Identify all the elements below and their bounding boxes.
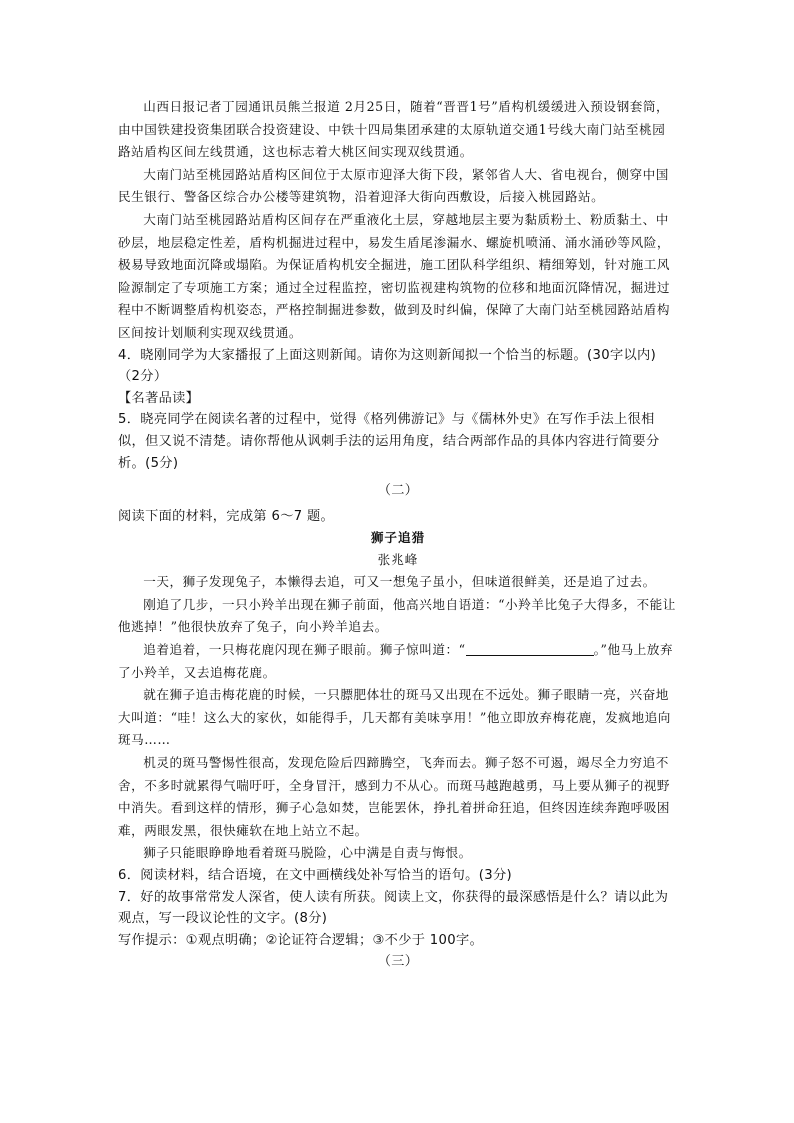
- story-paragraph-3-after: 。”他马上放弃了小羚羊，又去追梅花鹿。: [118, 642, 674, 680]
- question-7: 7．好的故事常常发人深省，使人读有所获。阅读上文，你获得的最深感悟是什么？请以此为观点，写一段议论性的文字。(8分): [118, 889, 669, 927]
- question-4-score: （2分）: [118, 369, 168, 385]
- question-5: 5．晓亮同学在阅读名著的过程中，觉得《格列佛游记》与《儒林外史》在写作手法上很相似，但又说不清楚。请你帮他从讽刺手法的运用角度，结合两部作品的具体内容进行简要分析。(5分): [118, 412, 660, 471]
- news-paragraph-3: 大南门站至桃园路站盾构区间存在严重液化土层，穿越地层主要为黏质粉土、粉质黏土、中砂层，地层稳定性差，盾构机掘进过程中，易发生盾尾渗漏水、螺旋机喷涌、涌水涌砂等风险，极易导致地面沉降或塌陷。为保证盾构机安全掘进，施工团队科学组织、精细筹划，针对施工风险源制定了专项施工方案；通过全过程监控，密切监视建构筑物的位移和地面沉降情况，掘进过程中不断调整盾构机姿态，严格控制掘进参数，做到及时纠偏，保障了大南门站至桃园路站盾构区间按计划顺利实现双线贯通。: [118, 211, 671, 340]
- question-4: 4．晓刚同学为大家播报了上面这则新闻。请你为这则新闻拟一个恰当的标题。(30字以内): [118, 347, 657, 363]
- story-title: 狮子追猎: [370, 530, 426, 546]
- news-paragraph-1: 山西日报记者丁园通讯员熊兰报道 2月25日，随着“晋晋1号”盾构机缓缓进入预设钢套筒，由中国铁建投资集团联合投资建设、中铁十四局集团承建的太原轨道交通1号线大南门站至桃园路站盾构区间左线贯通，这也标志着大桃区间实现双线贯通。: [118, 99, 670, 160]
- story-paragraph-2: 刚追了几步，一只小羚羊出现在狮子前面，他高兴地自语道：“小羚羊比兔子大得多，不能让他逃掉！”他很快放弃了兔子，向小羚羊追去。: [118, 596, 676, 635]
- story-author: 张兆峰: [377, 552, 419, 568]
- section-classic-reading: 【名著品读】: [118, 390, 200, 406]
- news-article: [118, 96, 678, 345]
- story-paragraph-3-before: 追着追着，一只梅花鹿闪现在狮子眼前。狮子惊叫道：“: [143, 642, 466, 658]
- part-2-instruction: 阅读下面的材料，完成第 6～7 题。: [118, 508, 335, 524]
- exam-page: [118, 96, 678, 973]
- story-paragraph-1: 一天，狮子发现兔子，本懒得去追，可又一想兔子虽小，但味道很鲜美，还是追了过去。: [143, 574, 656, 590]
- story-paragraph-3: [118, 639, 678, 684]
- story-paragraph-6: 狮子只能眼睁睁地看着斑马脱险，心中满是自责与悔恨。: [143, 845, 472, 861]
- part-3-heading: （三）: [377, 954, 419, 970]
- part-2-heading: （二）: [377, 483, 419, 499]
- news-paragraph-2: 大南门站至桃园路站盾构区间位于太原市迎泽大街下段，紧邻省人大、省电视台，侧穿中国民生银行、警备区综合办公楼等建筑物，沿着迎泽大街向西敷设，后接入桃园路站。: [118, 166, 669, 205]
- question-6: 6．阅读材料，结合语境，在文中画横线处补写恰当的语句。(3分): [118, 868, 512, 883]
- story-paragraph-4: 就在狮子追击梅花鹿的时候，一只膘肥体壮的斑马又出现在不远处。狮子眼睛一亮，兴奋地大叫道：“哇！这么大的家伙，如能得手，几天都有美味享用！”他立即放弃梅花鹿，发疯地追向斑马……: [118, 687, 671, 748]
- question-7-hint: 写作提示：①观点明确；②论证符合逻辑；③不少于 100字。: [118, 932, 484, 948]
- story-paragraph-5: 机灵的斑马警惕性很高，发现危险后四蹄腾空，飞奔而去。狮子怒不可遏，竭尽全力穷追不舍，不多时就累得气喘吁吁，全身冒汗，感到力不从心。而斑马越跑越勇，马上要从狮子的视野中消失。看到这样的情形，狮子心急如焚，岂能罢休，挣扎着拼命狂追，但终因连续奔跑呼吸困难，两眼发黑，很快瘫软在地上站立不起。: [118, 755, 671, 838]
- answer-blank-line[interactable]: [466, 641, 594, 656]
- story: [118, 527, 678, 865]
